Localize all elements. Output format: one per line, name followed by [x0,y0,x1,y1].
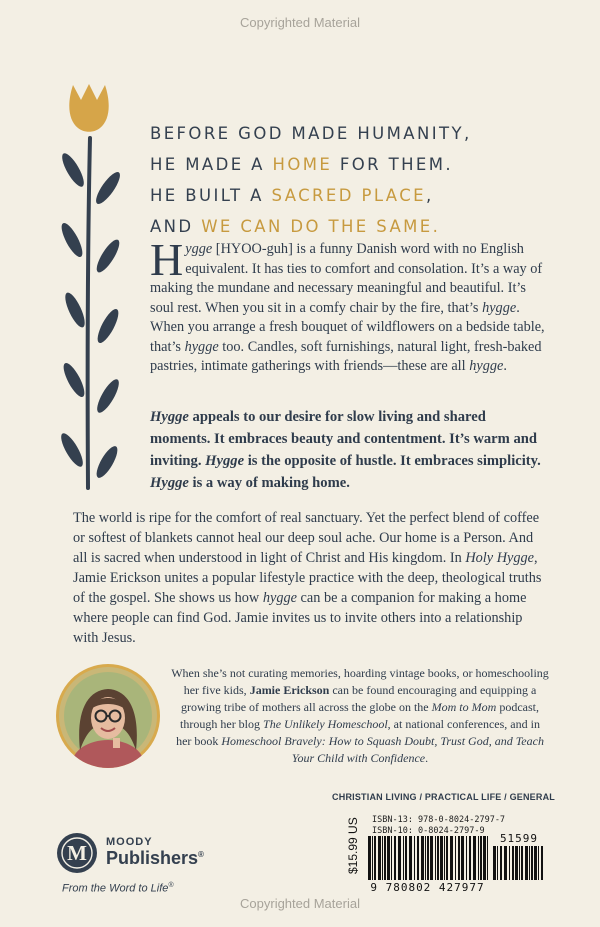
barcode-bar [372,836,373,880]
registered-mark: ® [168,882,174,889]
barcode-bar [405,836,407,880]
bold-text: is the opposite of hustle. It embraces simplicity. [244,453,541,469]
barcode-bar [478,836,479,880]
isbn-13: ISBN-13: 978-0-8024-2797-7 [372,815,506,825]
barcode-bar [398,836,401,880]
publisher-tagline [62,882,174,895]
barcode-bar [455,836,456,880]
barcode-bar [458,836,460,880]
barcode-bar [534,846,537,880]
watermark-top: Copyrighted Material [240,15,360,30]
barcode-bar [504,846,507,880]
barcode-bar [374,836,376,880]
hygge-italic: Hygge [150,475,189,491]
barcode-bar [417,836,419,880]
bio-line [160,716,560,733]
headline-line-1: BEFORE GOD MADE HUMANITY, [150,124,472,143]
headline-line-3 [150,180,590,211]
bio-line [160,733,560,750]
tulip-stem-illustration [50,78,140,498]
barcode-bar [466,836,467,880]
category-label: CHRISTIAN LIVING / PRACTICAL LIFE / GENERAL [332,792,555,802]
barcode-bar [444,836,445,880]
barcode-number: 9 780802 427977 [370,881,485,894]
barcode-bar [493,846,496,880]
barcode-bar [437,836,439,880]
tagline-text: From the Word to Life [62,882,169,895]
drop-cap: H [150,234,184,285]
headline-highlight: SACRED PLACE [271,186,426,205]
hygge-italic: Hygge [150,409,189,425]
barcode-bar [531,846,533,880]
barcode-bar [529,846,530,880]
barcode-bar [368,836,371,880]
bio-line: When she’s not curating memories, hoarding vintage books, or homeschooling [171,666,549,680]
barcode-bar [403,836,404,880]
price-label: $15.99 US [346,817,360,875]
bold-text: appeals to our desire for slow living and shared moments. It embraces beauty and contentment. It’s warm and inviting. [150,409,537,469]
barcode-bar [512,846,514,880]
addon-number: 51599 [499,832,539,845]
watermark-bottom: Copyrighted Material [240,896,360,911]
blog-title: The Unlikely Homeschool [263,717,388,731]
description-text: The world is ripe for the comfort of real sanctuary. Yet the perfect blend of coffee or softest of blankets cannot heal our deep soul ache. Our home is a Person. And all is sacred when understood in light of Christ and His kingdom. In [73,510,540,566]
author-photo [56,664,160,768]
headline [150,118,590,242]
headline-text: AND [150,217,202,236]
price-addon-barcode [493,846,545,880]
barcode-bar [382,836,383,880]
hygge-italic: hygge [262,590,297,606]
publisher-name-text: Publishers [106,848,199,868]
bio-text: growing tribe of mothers all across the globe on the [181,700,432,714]
barcode-bar [461,836,464,880]
barcode-bar [387,836,390,880]
publisher-name [106,848,204,869]
barcode-bar [450,836,453,880]
hygge-italic: Hygge [205,453,245,469]
intro-text: too. Candles, soft furnishings, natural light, fresh-baked pastries, intimate gatherings with friends—these are all [150,338,542,374]
barcode-bar [391,836,392,880]
bold-paragraph [150,406,545,494]
headline-line-2 [150,149,590,180]
barcode-bar [519,846,520,880]
hygge-italic: hygge [184,338,219,355]
bio-text: , at national conferences, and in [387,717,540,731]
barcode-bar [414,836,415,880]
barcode-bar [473,836,476,880]
bio-line [160,750,560,767]
barcode-bar [541,846,543,880]
bio-text: can be found encouraging and equipping a [329,683,537,697]
barcode-bar [430,836,433,880]
publisher-name-top: MOODY [106,836,153,848]
author-name: Jamie Erickson [249,683,330,697]
description-text: , Jamie Erickson unites a popular lifestyle practice with the deep, theological truths of the gospel. She shows us how [73,550,542,606]
registered-mark: ® [198,850,204,859]
bio-text: . [425,751,429,765]
barcode-bar [525,846,528,880]
intro-text: [HYOO-guh] is a funny Danish word with no English equivalent. It has ties to comfort and consolation. It’s a way of making the mundane and necessary meaningful and beautiful. It’s soul rest. When you sit in a comfy chair by the fire, that’s [150,241,543,316]
description-paragraph [73,508,545,648]
barcode-bar [409,836,412,880]
hygge-italic: ygge [185,241,213,257]
barcode-bar [425,836,426,880]
description-text: can be a companion for making a home where people can find God. Jamie invites us to invite others into a relationship with Jesus. [73,590,527,646]
podcast-title: Mom to Mom [431,700,497,714]
hygge-italic: hygge [469,358,504,374]
barcode-bar [497,846,498,880]
barcode-bar [421,836,424,880]
barcode-bar [483,836,486,880]
book-title-italic: Holy Hygge [465,550,535,566]
headline-text: FOR THEM. [332,155,453,174]
barcode-bar [378,836,381,880]
barcode-bar [469,836,471,880]
barcode-bar [440,836,443,880]
moody-m-logo-icon [56,832,98,874]
bold-text: is a way of making home. [188,475,350,491]
barcode-bar [521,846,523,880]
headline-line-4 [150,211,590,242]
barcode-bar [509,846,510,880]
barcode-bar [487,836,488,880]
barcode-bar [515,846,518,880]
book-title: Homeschool Bravely: How to Squash Doubt, Trust God, and Teach [221,734,544,748]
intro-text: . When you arrange a fresh bouquet of wildflowers on a bedside table, that’s [150,299,545,355]
bio-line [160,682,560,699]
bio-line [160,699,560,716]
author-bio [160,665,560,767]
barcode-bar [435,836,436,880]
bio-text: podcast, [496,700,539,714]
isbn-10: ISBN-10: 0-8024-2797-9 [372,826,485,836]
barcode-bar [480,836,482,880]
bio-text: her five kids, [183,683,250,697]
hygge-italic: hygge [482,299,517,316]
intro-paragraph [150,234,545,377]
headline-highlight: HOME [272,155,333,174]
barcode-bar [427,836,429,880]
barcode-bar [394,836,396,880]
headline-text: HE MADE A [150,155,273,174]
headline-text: , [425,186,434,205]
barcode-bar [384,836,386,880]
headline-text: HE BUILT A [150,186,272,205]
logo-letter: M [67,841,87,865]
headline-highlight: WE CAN DO THE SAME. [201,217,441,236]
bio-text: her book [176,734,222,748]
book-title: Your Child with Confidence [291,751,426,765]
barcode-bar [500,846,502,880]
intro-text: . [503,358,507,374]
barcode-bar [446,836,448,880]
isbn-barcode [368,836,490,880]
bio-text: through her blog [180,717,264,731]
barcode-bar [538,846,539,880]
